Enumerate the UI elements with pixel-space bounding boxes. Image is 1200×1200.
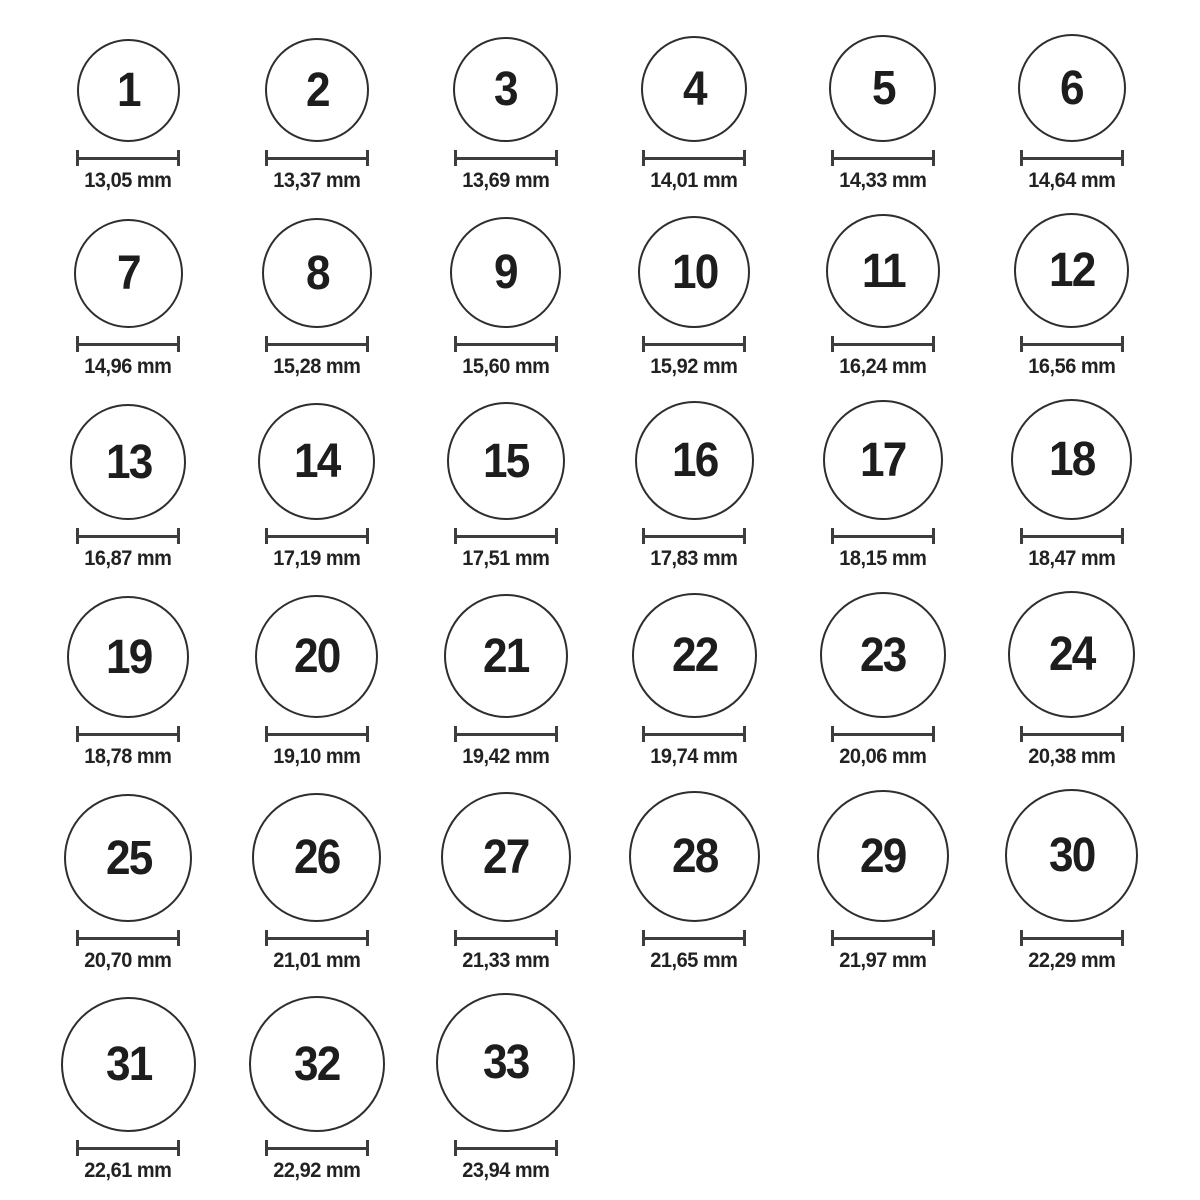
diameter-measure-line [831, 528, 935, 544]
measure-bar [457, 535, 555, 538]
diameter-label: 21,65 mm [650, 949, 738, 972]
diameter-label: 15,60 mm [462, 355, 550, 378]
ring-size-cell [70, 404, 186, 571]
ring-size-number: 8 [305, 246, 329, 300]
ring-size-number: 16 [671, 434, 718, 487]
diameter-label: 20,70 mm [84, 949, 172, 972]
ring-size-cell [447, 402, 565, 571]
diameter-measure-line [1020, 336, 1124, 352]
diameter-measure-line [642, 930, 746, 946]
diameter-measure-line [76, 336, 180, 352]
diameter-measure-line [454, 336, 558, 352]
ring-size-cell [74, 219, 183, 379]
measure-bar [1023, 157, 1121, 160]
measure-bar [645, 733, 743, 736]
diameter-measure-line [265, 726, 369, 742]
ring-circle [262, 218, 372, 328]
ring-size-number: 7 [116, 247, 140, 300]
diameter-label: 21,01 mm [273, 949, 361, 972]
ring-size-number: 20 [294, 630, 340, 683]
ring-size-number: 2 [305, 63, 329, 117]
measure-bar [457, 733, 555, 736]
ring-size-number: 24 [1048, 628, 1095, 681]
ring-size-number: 28 [671, 830, 718, 883]
ring-circle [64, 794, 192, 922]
ring-size-cell [255, 595, 378, 769]
ring-size-number: 30 [1048, 829, 1095, 882]
diameter-measure-line [76, 1140, 180, 1156]
measure-bar [457, 1147, 555, 1150]
ring-circle [252, 793, 381, 922]
diameter-measure-line [454, 930, 558, 946]
ring-circle [447, 402, 565, 520]
ring-size-number: 26 [294, 831, 340, 884]
chart-row [34, 591, 1166, 769]
diameter-measure-line [1020, 150, 1124, 166]
chart-row [34, 34, 1166, 193]
chart-row [34, 789, 1166, 973]
ring-size-cell [632, 593, 757, 769]
measure-bar [645, 937, 743, 940]
diameter-label: 13,37 mm [273, 169, 361, 192]
diameter-measure-line [831, 930, 935, 946]
diameter-label: 18,47 mm [1028, 547, 1116, 570]
ring-circle [436, 993, 575, 1132]
ring-size-number: 12 [1048, 244, 1095, 297]
ring-circle [450, 217, 561, 328]
ring-circle [70, 404, 186, 520]
ring-size-cell [67, 596, 189, 769]
ring-circle [632, 593, 757, 718]
ring-size-cell [638, 216, 750, 379]
diameter-label: 16,24 mm [839, 355, 927, 378]
measure-bar [457, 157, 555, 160]
ring-circle [1011, 399, 1132, 520]
ring-size-number: 3 [494, 63, 518, 116]
diameter-label: 21,97 mm [839, 949, 927, 972]
ring-size-cell [262, 218, 372, 379]
diameter-measure-line [265, 930, 369, 946]
ring-size-number: 5 [871, 62, 895, 115]
ring-circle [265, 38, 369, 142]
diameter-label: 14,01 mm [650, 169, 738, 192]
ring-size-cell [252, 793, 381, 973]
ring-size-number: 9 [494, 246, 518, 299]
ring-size-cell [820, 592, 946, 769]
diameter-label: 18,78 mm [84, 745, 172, 768]
measure-bar [79, 157, 177, 160]
ring-size-cell [635, 401, 754, 571]
ring-size-cell [76, 39, 180, 193]
diameter-label: 17,19 mm [273, 547, 361, 570]
diameter-measure-line [454, 1140, 558, 1156]
diameter-measure-line [76, 528, 180, 544]
ring-size-number: 27 [482, 830, 529, 884]
ring-size-cell [1014, 213, 1129, 379]
diameter-measure-line [265, 1140, 369, 1156]
measure-bar [79, 1147, 177, 1150]
chart-row [34, 993, 1166, 1183]
diameter-measure-line [265, 150, 369, 166]
ring-size-number: 32 [294, 1037, 340, 1091]
measure-bar [79, 937, 177, 940]
ring-size-cell [1011, 399, 1132, 571]
diameter-label: 19,42 mm [462, 745, 550, 768]
diameter-measure-line [642, 150, 746, 166]
diameter-label: 15,92 mm [650, 355, 738, 378]
ring-size-cell [444, 594, 568, 769]
ring-size-number: 11 [861, 244, 905, 298]
diameter-measure-line [642, 336, 746, 352]
diameter-label: 16,87 mm [84, 547, 172, 570]
ring-circle [1005, 789, 1138, 922]
diameter-label: 18,15 mm [839, 547, 927, 570]
diameter-measure-line [265, 336, 369, 352]
diameter-label: 22,61 mm [84, 1159, 172, 1182]
measure-bar [268, 937, 366, 940]
measure-bar [79, 343, 177, 346]
diameter-label: 22,92 mm [273, 1159, 361, 1182]
ring-size-number: 31 [105, 1038, 152, 1091]
diameter-measure-line [642, 528, 746, 544]
diameter-measure-line [76, 726, 180, 742]
ring-size-cell [249, 996, 385, 1183]
diameter-label: 16,56 mm [1028, 355, 1116, 378]
ring-circle [820, 592, 946, 718]
measure-bar [268, 157, 366, 160]
diameter-measure-line [1020, 930, 1124, 946]
ring-size-number: 15 [482, 434, 529, 488]
ring-circle [641, 36, 747, 142]
measure-bar [645, 535, 743, 538]
measure-bar [645, 343, 743, 346]
diameter-measure-line [831, 726, 935, 742]
diameter-label: 17,51 mm [462, 547, 550, 570]
diameter-label: 14,64 mm [1028, 169, 1116, 192]
ring-circle [441, 792, 571, 922]
diameter-label: 21,33 mm [462, 949, 550, 972]
diameter-measure-line [76, 150, 180, 166]
ring-size-cell [829, 35, 936, 193]
ring-circle [1018, 34, 1126, 142]
ring-circle [249, 996, 385, 1132]
diameter-measure-line [76, 930, 180, 946]
diameter-label: 19,74 mm [650, 745, 738, 768]
ring-size-number: 13 [105, 435, 152, 489]
ring-circle [258, 403, 375, 520]
ring-circle [61, 997, 196, 1132]
ring-size-cell [265, 38, 369, 193]
measure-bar [834, 343, 932, 346]
ring-size-number: 19 [105, 630, 152, 684]
diameter-label: 20,38 mm [1028, 745, 1116, 768]
ring-circle [638, 216, 750, 328]
ring-size-number: 1 [116, 64, 140, 117]
ring-circle [1008, 591, 1135, 718]
measure-bar [834, 535, 932, 538]
ring-size-cell [1018, 34, 1126, 193]
measure-bar [834, 937, 932, 940]
ring-size-number: 14 [294, 435, 340, 488]
ring-size-cell [436, 993, 575, 1183]
diameter-label: 23,94 mm [462, 1159, 550, 1182]
measure-bar [834, 733, 932, 736]
diameter-label: 17,83 mm [650, 547, 738, 570]
diameter-label: 20,06 mm [839, 745, 927, 768]
ring-size-number: 29 [860, 829, 906, 883]
measure-bar [268, 733, 366, 736]
ring-circle [826, 214, 940, 328]
ring-size-number: 33 [482, 1036, 529, 1089]
ring-size-number: 25 [105, 831, 152, 885]
diameter-measure-line [265, 528, 369, 544]
ring-circle [635, 401, 754, 520]
ring-circle [74, 219, 183, 328]
ring-size-cell [1005, 789, 1138, 973]
ring-size-number: 17 [860, 433, 906, 487]
ring-size-cell [1008, 591, 1135, 769]
diameter-measure-line [831, 150, 935, 166]
diameter-measure-line [454, 726, 558, 742]
diameter-label: 19,10 mm [273, 745, 361, 768]
diameter-label: 15,28 mm [273, 355, 361, 378]
ring-size-number: 10 [671, 245, 718, 299]
diameter-measure-line [1020, 528, 1124, 544]
measure-bar [79, 535, 177, 538]
ring-circle [77, 39, 180, 142]
diameter-label: 14,33 mm [839, 169, 927, 192]
measure-bar [1023, 937, 1121, 940]
measure-bar [457, 343, 555, 346]
diameter-measure-line [642, 726, 746, 742]
measure-bar [834, 157, 932, 160]
measure-bar [268, 535, 366, 538]
ring-circle [629, 791, 760, 922]
ring-size-number: 21 [482, 629, 529, 683]
diameter-label: 22,29 mm [1028, 949, 1116, 972]
diameter-measure-line [1020, 726, 1124, 742]
measure-bar [1023, 535, 1121, 538]
chart-row [34, 213, 1166, 379]
ring-size-cell [61, 997, 196, 1183]
ring-size-cell [823, 400, 943, 571]
measure-bar [1023, 343, 1121, 346]
ring-circle [829, 35, 936, 142]
diameter-label: 13,69 mm [462, 169, 550, 192]
ring-circle [255, 595, 378, 718]
measure-bar [457, 937, 555, 940]
ring-circle [823, 400, 943, 520]
ring-size-number: 23 [860, 628, 906, 682]
ring-size-cell [453, 37, 558, 193]
ring-size-cell [629, 791, 760, 973]
ring-size-number: 22 [671, 629, 718, 682]
ring-size-cell [450, 217, 561, 379]
diameter-label: 14,96 mm [84, 355, 172, 378]
ring-size-cell [441, 792, 571, 973]
ring-size-cell [64, 794, 192, 973]
diameter-measure-line [831, 336, 935, 352]
diameter-label: 13,05 mm [84, 169, 172, 192]
ring-circle [67, 596, 189, 718]
ring-size-cell [258, 403, 375, 571]
measure-bar [268, 343, 366, 346]
diameter-measure-line [454, 150, 558, 166]
ring-size-number: 6 [1060, 61, 1084, 115]
diameter-measure-line [454, 528, 558, 544]
ring-size-number: 4 [682, 62, 706, 116]
chart-row [34, 399, 1166, 571]
ring-size-cell [641, 36, 747, 193]
ring-size-cell [817, 790, 949, 973]
measure-bar [1023, 733, 1121, 736]
ring-size-number: 18 [1048, 433, 1095, 486]
ring-circle [1014, 213, 1129, 328]
ring-circle [817, 790, 949, 922]
ring-circle [444, 594, 568, 718]
ring-size-cell [826, 214, 940, 379]
measure-bar [79, 733, 177, 736]
ring-circle [453, 37, 558, 142]
measure-bar [645, 157, 743, 160]
measure-bar [268, 1147, 366, 1150]
